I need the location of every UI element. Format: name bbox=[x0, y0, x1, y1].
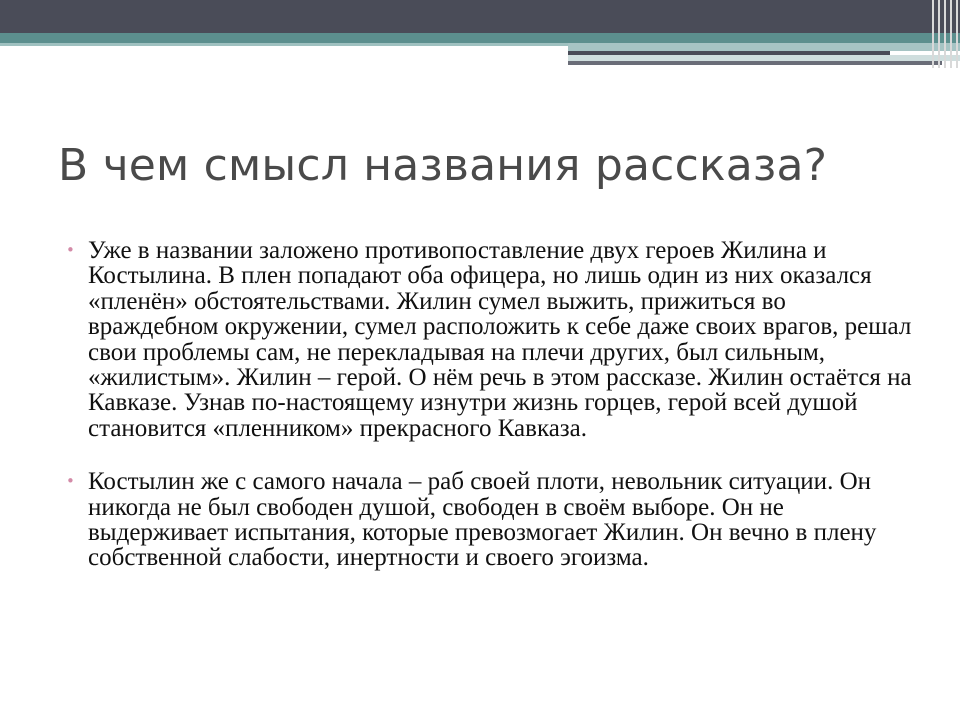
bullet-item bbox=[66, 238, 916, 441]
accent-line bbox=[568, 51, 890, 55]
accent-block bbox=[568, 43, 960, 51]
bullet-text: Уже в названии заложено противопоставление двух героев Жилина и Костылина. В плен попадают оба офицера, но лишь один из них оказался «пленён» обстоятельствами. Жилин сумел выжить, прижиться во враждебном окружении, сумел расположить к себе даже своих врагов, решал свои проблемы сам, не перекладывая на плечи других, был сильным, «жилистым». Жилин – герой. О нём речь в этом рассказе. Жилин остаётся на Кавказе. Узнав по-настоящему изнутри жизнь горцев, герой всей душой становится «пленником» прекрасного Кавказа. bbox=[88, 237, 912, 442]
teal-band bbox=[0, 33, 960, 43]
bullet-list bbox=[66, 238, 916, 599]
bullet-icon: • bbox=[66, 241, 75, 259]
bullet-item bbox=[66, 469, 916, 571]
slide-title: В чем смысл названия рассказа? bbox=[58, 140, 828, 191]
header-bar bbox=[0, 0, 960, 33]
corner-stripes bbox=[928, 0, 960, 68]
corner-stripe bbox=[956, 0, 958, 68]
corner-stripe bbox=[938, 0, 940, 68]
corner-stripe bbox=[944, 0, 946, 68]
bullet-text: Костылин же с самого начала – раб своей плоти, невольник ситуации. Он никогда не был свободен душой, свободен в своём выборе. Он не выдерживает испытания, которые превозмогает Жилин. Он вечно в плену собственной слабости, инертности и своего эгоизма. bbox=[88, 468, 877, 572]
corner-stripe bbox=[950, 0, 952, 68]
bullet-icon: • bbox=[66, 472, 75, 491]
accent-line-secondary bbox=[568, 61, 942, 65]
teal-divider bbox=[0, 43, 568, 46]
corner-stripe bbox=[932, 0, 934, 68]
